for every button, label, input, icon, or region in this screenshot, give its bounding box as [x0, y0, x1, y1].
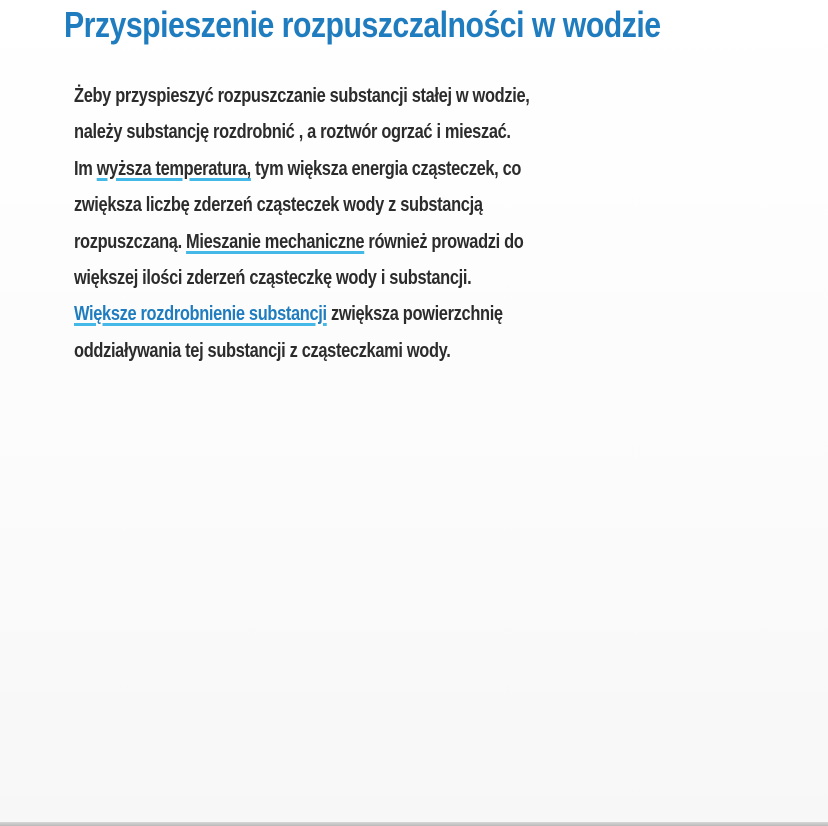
- text-fragment: zwiększa powierzchnię: [326, 303, 503, 326]
- highlight-mechanical-mixing: Mieszanie mechaniczne: [186, 230, 365, 253]
- text-line-6: większej ilości zderzeń cząsteczkę wody i substancji.: [74, 267, 472, 290]
- page-title: Przyspieszenie rozpuszczalności w wodzie: [64, 4, 661, 45]
- highlight-greater-fragmentation: Większe rozdrobnienie substancji: [74, 303, 327, 326]
- text-fragment: tym większa energia cząsteczek, co: [250, 157, 522, 180]
- text-line-1: Żeby przyspieszyć rozpuszczanie substancji stałej w wodzie,: [74, 85, 530, 107]
- text-line-3: [74, 151, 648, 187]
- text-line-5: [74, 224, 648, 260]
- text-fragment: Im: [74, 157, 97, 180]
- bottom-edge-divider: [0, 822, 828, 826]
- text-fragment: rozpuszczaną.: [74, 230, 187, 253]
- highlight-higher-temperature: wyższa temperatura,: [96, 157, 251, 180]
- paragraph: [74, 78, 648, 369]
- text-line-4: zwiększa liczbę zderzeń cząsteczek wody z substancją: [74, 194, 483, 217]
- text-fragment: również prowadzi do: [364, 230, 524, 253]
- text-line-2: należy substancję rozdrobnić , a roztwór ogrzać i mieszać.: [74, 121, 511, 144]
- text-line-7: [74, 296, 648, 332]
- text-line-8: oddziaływania tej substancji z cząsteczkami wody.: [74, 339, 451, 362]
